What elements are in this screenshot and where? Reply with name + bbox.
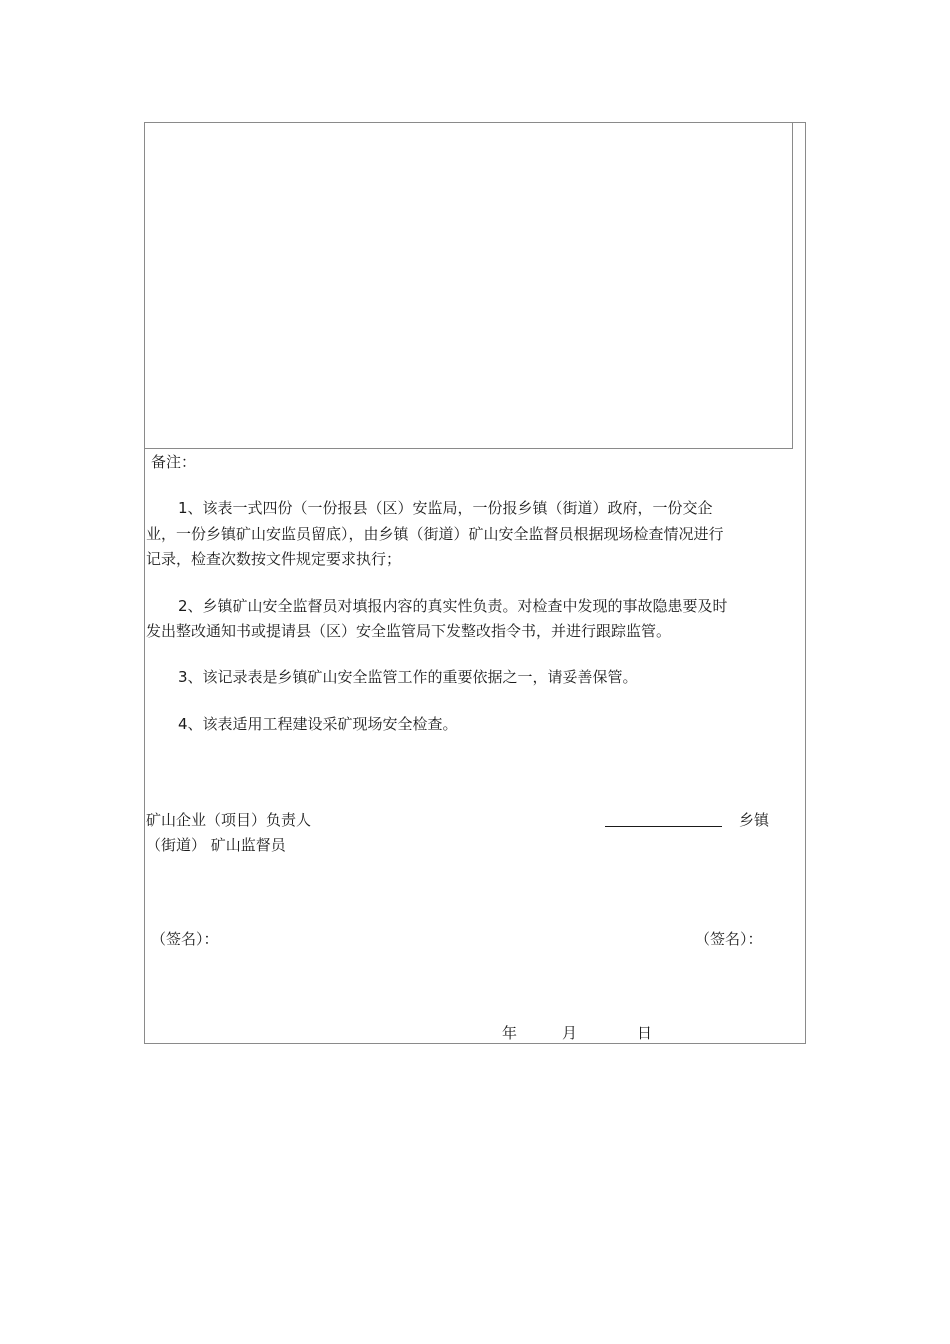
township-supervisor-label: （街道） 矿山监督员 — [146, 836, 286, 854]
date-year: 年 — [502, 1024, 518, 1042]
supervisor-signature-label: （签名）： — [695, 930, 763, 948]
record-form-frame — [144, 122, 806, 1044]
remark-item-1-line-1: 1、该表一式四份（一份报县（区）安监局，一份报乡镇（街道）政府，一份交企 — [178, 499, 713, 517]
enterprise-signature-label: （签名）： — [151, 930, 219, 948]
remark-item-2-line-1: 2、乡镇矿山安全监督员对填报内容的真实性负责。对检查中发现的事故隐患要及时 — [178, 597, 728, 615]
remark-item-1-line-3: 记录，检查次数按文件规定要求执行； — [146, 550, 402, 568]
signature-underline — [605, 826, 722, 827]
inspection-content-box — [145, 123, 793, 449]
remark-item-4: 4、该表适用工程建设采矿现场安全检查。 — [178, 715, 458, 733]
remarks-title: 备注： — [151, 453, 197, 471]
remark-item-1-line-2: 业，一份乡镇矿山安监员留底），由乡镇（街道）矿山安全监督员根据现场检查情况进行 — [146, 525, 724, 543]
date-month: 月 — [562, 1024, 578, 1042]
remark-item-3: 3、该记录表是乡镇矿山安全监管工作的重要依据之一，请妥善保管。 — [178, 668, 638, 686]
date-day: 日 — [637, 1024, 653, 1042]
enterprise-responsible-label: 矿山企业（项目）负责人 — [146, 811, 312, 829]
remark-item-2-line-2: 发出整改通知书或提请县（区）安全监管局下发整改指令书，并进行跟踪监管。 — [146, 622, 672, 640]
township-label: 乡镇 — [739, 811, 770, 829]
